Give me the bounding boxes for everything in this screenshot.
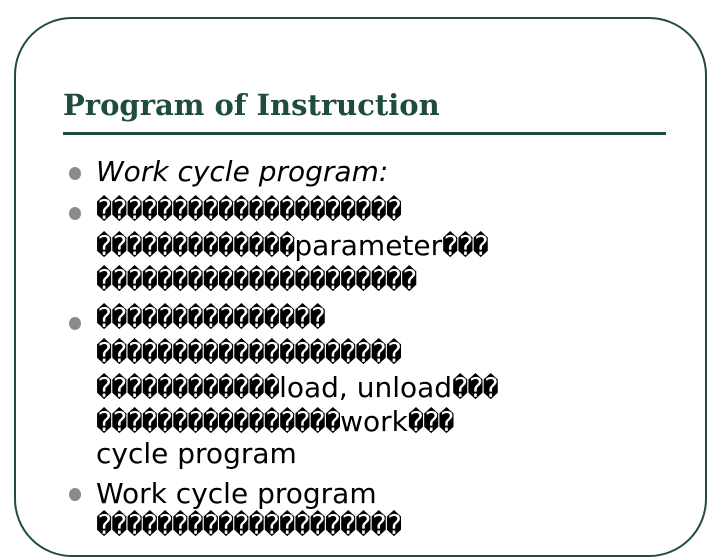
bullet-3-line-4-part-b: work: [340, 405, 408, 438]
bullet-3-line-3-part-b: load, unload: [279, 371, 453, 404]
bullet-icon: [69, 167, 81, 180]
bullet-3-line-3-part-c: ���: [452, 373, 498, 404]
bullet-icon: [69, 488, 81, 501]
bullet-3-line-5: cycle program: [96, 437, 297, 470]
slide-title: Program of Instruction: [63, 88, 440, 122]
bullet-2-line-2-part-c: ���: [442, 231, 488, 262]
bullet-2-line-2-part-a: �������������: [96, 231, 295, 262]
bullet-3-line-2: ��������������������: [96, 338, 402, 369]
bullet-1-text: Work cycle program:: [96, 155, 389, 188]
bullet-2-line-1: ��������������������: [96, 195, 402, 226]
bullet-3-line-1: ���������������: [96, 303, 325, 334]
bullet-2-line-3: ���������������������: [96, 265, 417, 296]
bullet-4-line-2: ��������������������: [96, 510, 402, 541]
bullet-3-line-4-part-a: ����������������: [96, 407, 341, 438]
bullet-3-line-3-part-a: ������������: [96, 373, 280, 404]
bullet-4-line-1: Work cycle program: [96, 477, 377, 510]
bullet-icon: [69, 207, 81, 220]
bullet-2-line-2-part-b: parameter: [294, 229, 443, 262]
bullet-icon: [69, 317, 81, 330]
bullet-2-line-2: [96, 228, 716, 265]
bullet-3-line-4-part-c: ���: [407, 407, 454, 438]
title-underline: [63, 132, 666, 135]
bullet-3-line-3: [96, 370, 716, 407]
